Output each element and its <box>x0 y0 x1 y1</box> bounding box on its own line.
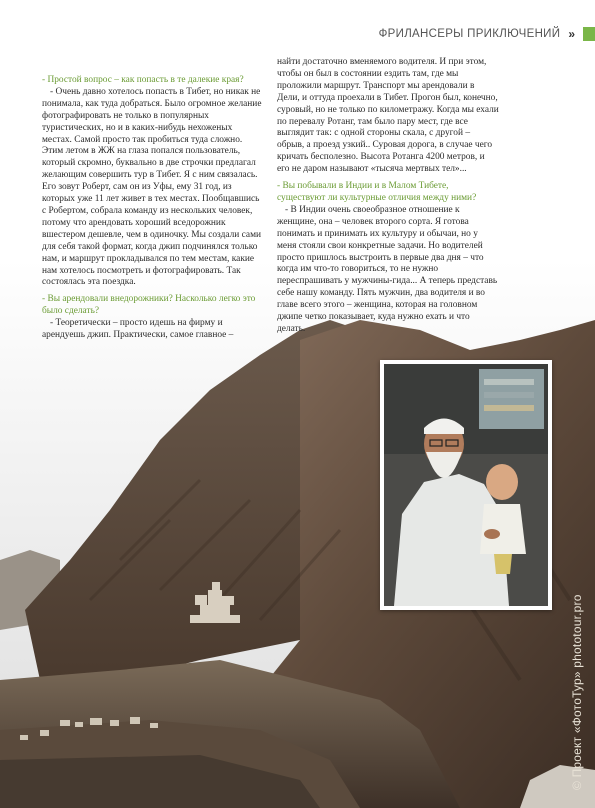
question-2: - Вы арендовали внедорожники? Насколько легко это было сделать? <box>42 294 256 317</box>
section-header <box>379 25 595 43</box>
section-arrow: » <box>568 27 575 41</box>
question-1: - Простой вопрос – как попасть в те далекие края? <box>42 75 244 85</box>
question-3: - Вы побывали в Индии и в Малом Тибете, существуют ли культурные отличия между ними? <box>277 181 477 203</box>
section-title: ФРИЛАНСЕРЫ ПРИКЛЮЧЕНИЙ <box>378 28 561 40</box>
answer-2-continued: найти достаточно вменяемого водителя. И при этом, чтобы он был в состоянии ездить там, где мы проложили маршрут. Транспорт мы арендовали в Дели, и оттуда проехали в Тибет. Прогон был, конечно, суровый, но не только по километражу. Когда мы ехали по перевалу Ротанг, там было пару мест, где все выглядит так: с одной стороны скала, с другой – обрыв, а проезд узкий.. Суровая дорога, в случае чего кричать бесполезно. Высота Ротанга 4200 метров, и его не даром называют «тысяча мертвых тел»... <box>277 57 499 175</box>
section-accent-tab <box>583 27 595 41</box>
text-column-left <box>42 70 264 342</box>
photo-credit: © Проект «ФотоТур» phototour.pro <box>570 594 584 790</box>
text-column-right <box>277 57 499 336</box>
answer-3: - В Индии очень своеобразное отношение к женщине, она – человек второго сорта. Я готова понимать и принимать их культуру и обычаи, но у меня стояли свои конкретные задачи. Но водителей просто пришлось выстроить в первые два дня – что когда им что-то говориться, то не нужно переспрашивать у мужчины-гида... А теперь представь себе нашу команду. Пять мужчин, два водителя и во главе всего этого – женщина, которая на головном джипе четко показывает, куда нужно ехать и что делать. <box>277 204 498 334</box>
answer-1: - Очень давно хотелось попасть в Тибет, но никак не понимала, как туда добраться. Было огромное желание фотографировать не только в популярных туристических, но и в каких-нибудь нехоженых местах. Самой просто так пробиться туда сложно. Этим летом в ЖЖ на глаза попался пользователь, который скромно, буквально в две строчки предлагал желающим совершить тур в Тибет. Я с ним связалась. Его зовут Роберт, сам он из Уфы, ему 31 год, из которых уже 11 лет живет в тех местах. Пообщавшись с Робертом, собрала команду из нескольких человек, потому что арендовать хороший вседорожник вшестером дешевле, чем в одиночку. Мы создали сами для себя такой формат, когда джип подчинялся только нам, и маршрут прокладывался по тем местам, какие нам хотелось посмотреть и фотографировать. Так состоялась эта поездка. <box>42 86 262 288</box>
portrait-photo <box>380 360 552 610</box>
answer-2-start: - Теоретически – просто идешь на фирму и арендуешь джип. Практически, самое главное – <box>42 318 234 341</box>
man-with-child-image <box>384 364 548 606</box>
